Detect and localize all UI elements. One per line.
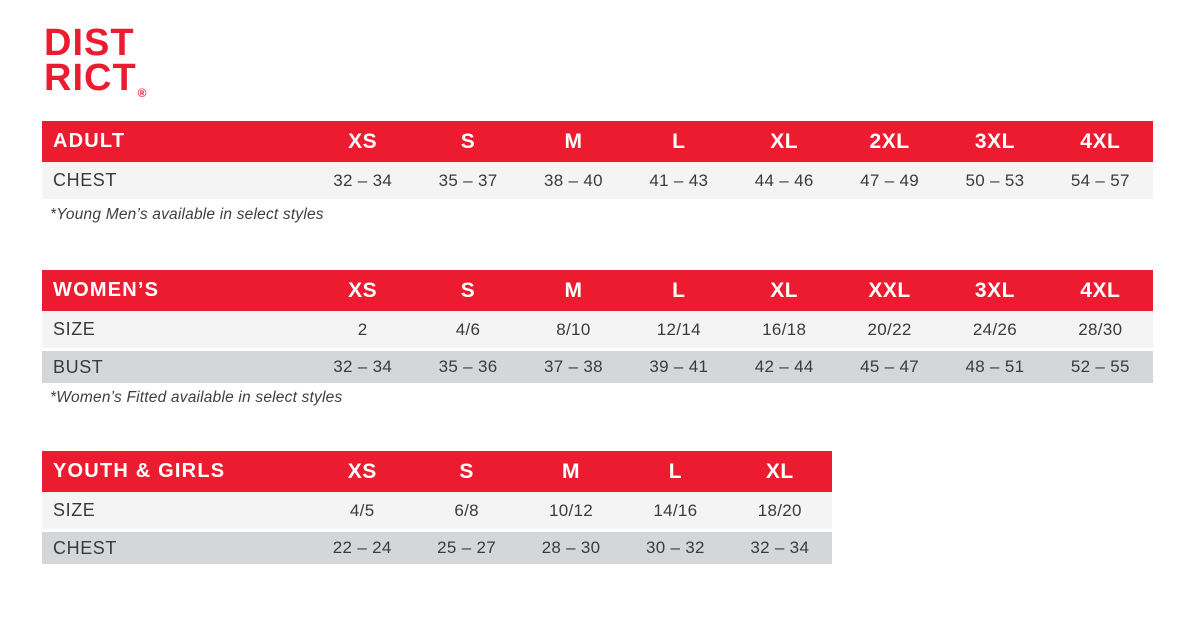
size-value: 12/14 (656, 319, 701, 339)
column-header-xxl: XXL (868, 278, 911, 302)
womens-size-table (42, 270, 1153, 383)
row-label-size: SIZE (53, 319, 96, 339)
row-label-bust: BUST (53, 356, 104, 377)
size-value: 44 – 46 (754, 170, 814, 190)
youth-girls-size-table (42, 451, 832, 564)
adult-row-chest (42, 162, 1153, 199)
size-value: 50 – 53 (965, 170, 1025, 190)
womens-table-footnote: *Women’s Fitted available in select styles (50, 389, 343, 406)
district-logo (44, 22, 147, 104)
column-header-m: M (564, 129, 583, 153)
size-value: 22 – 24 (332, 538, 392, 557)
size-value: 35 – 36 (438, 357, 498, 376)
size-value: 32 – 34 (333, 357, 393, 376)
column-header-3xl: 3XL (974, 129, 1015, 153)
size-value: 37 – 38 (544, 357, 603, 376)
adult-size-table (42, 121, 1153, 199)
column-header-xl: XL (770, 278, 799, 302)
column-header-xs: XS (348, 278, 378, 302)
table-title-youth-girls: YOUTH & GIRLS (53, 460, 226, 482)
size-value: 48 – 51 (965, 357, 1025, 376)
column-header-l: L (672, 129, 686, 153)
column-header-3xl: 3XL (974, 278, 1015, 302)
youth-girls-header-row (42, 451, 832, 492)
size-value: 10/12 (548, 500, 594, 520)
size-value: 24/26 (972, 319, 1017, 339)
size-value: 30 – 32 (645, 538, 705, 557)
column-header-xl: XL (765, 459, 794, 483)
size-value: 25 – 27 (437, 538, 496, 557)
womens-row-bust (42, 351, 1153, 383)
size-value: 16/18 (762, 319, 807, 339)
womens-row-size (42, 311, 1153, 348)
size-value: 35 – 37 (438, 170, 498, 190)
registered-trademark-symbol: ® (137, 86, 147, 100)
size-value: 42 – 44 (754, 357, 814, 376)
adult-header-row (42, 121, 1153, 162)
size-value: 47 – 49 (860, 170, 919, 190)
adult-table-footnote: *Young Men’s available in select styles (50, 206, 324, 223)
size-value: 6/8 (454, 500, 479, 520)
column-header-m: M (564, 278, 583, 302)
size-value: 28 – 30 (541, 538, 601, 557)
column-header-s: S (460, 278, 476, 302)
column-header-m: M (561, 459, 580, 483)
size-value: 38 – 40 (544, 170, 603, 190)
column-header-s: S (460, 129, 476, 153)
column-header-s: S (459, 459, 474, 483)
size-value: 18/20 (757, 500, 802, 520)
size-value: 4/6 (455, 319, 481, 339)
size-value: 52 – 55 (1070, 357, 1130, 376)
size-value: 54 – 57 (1070, 170, 1130, 190)
size-value: 39 – 41 (649, 357, 709, 376)
size-value: 20/22 (867, 319, 912, 339)
row-label-chest: CHEST (53, 537, 118, 558)
size-value: 8/10 (556, 319, 591, 339)
size-value: 2 (357, 319, 368, 339)
logo-line-1: DIST (44, 22, 135, 64)
column-header-4xl: 4XL (1080, 278, 1121, 302)
size-value: 41 – 43 (649, 170, 709, 190)
table-title-womens: WOMEN’S (53, 279, 160, 301)
row-label-chest: CHEST (53, 170, 118, 190)
size-value: 14/16 (653, 500, 698, 520)
size-value: 32 – 34 (333, 170, 393, 190)
youth-girls-row-size (42, 492, 832, 529)
column-header-2xl: 2XL (869, 129, 910, 153)
column-header-xs: XS (347, 459, 377, 483)
column-header-4xl: 4XL (1080, 129, 1121, 153)
size-value: 28/30 (1078, 319, 1123, 339)
size-value: 4/5 (349, 500, 375, 520)
table-title-adult: ADULT (53, 130, 126, 152)
womens-header-row (42, 270, 1153, 311)
youth-girls-row-chest (42, 532, 832, 564)
column-header-xl: XL (770, 129, 799, 153)
column-header-l: L (672, 278, 686, 302)
column-header-l: L (668, 459, 683, 483)
size-value: 45 – 47 (860, 357, 919, 376)
size-value: 32 – 34 (750, 538, 810, 557)
column-header-xs: XS (348, 129, 378, 153)
logo-line-2: RICT® (44, 57, 147, 100)
row-label-size: SIZE (53, 500, 96, 520)
